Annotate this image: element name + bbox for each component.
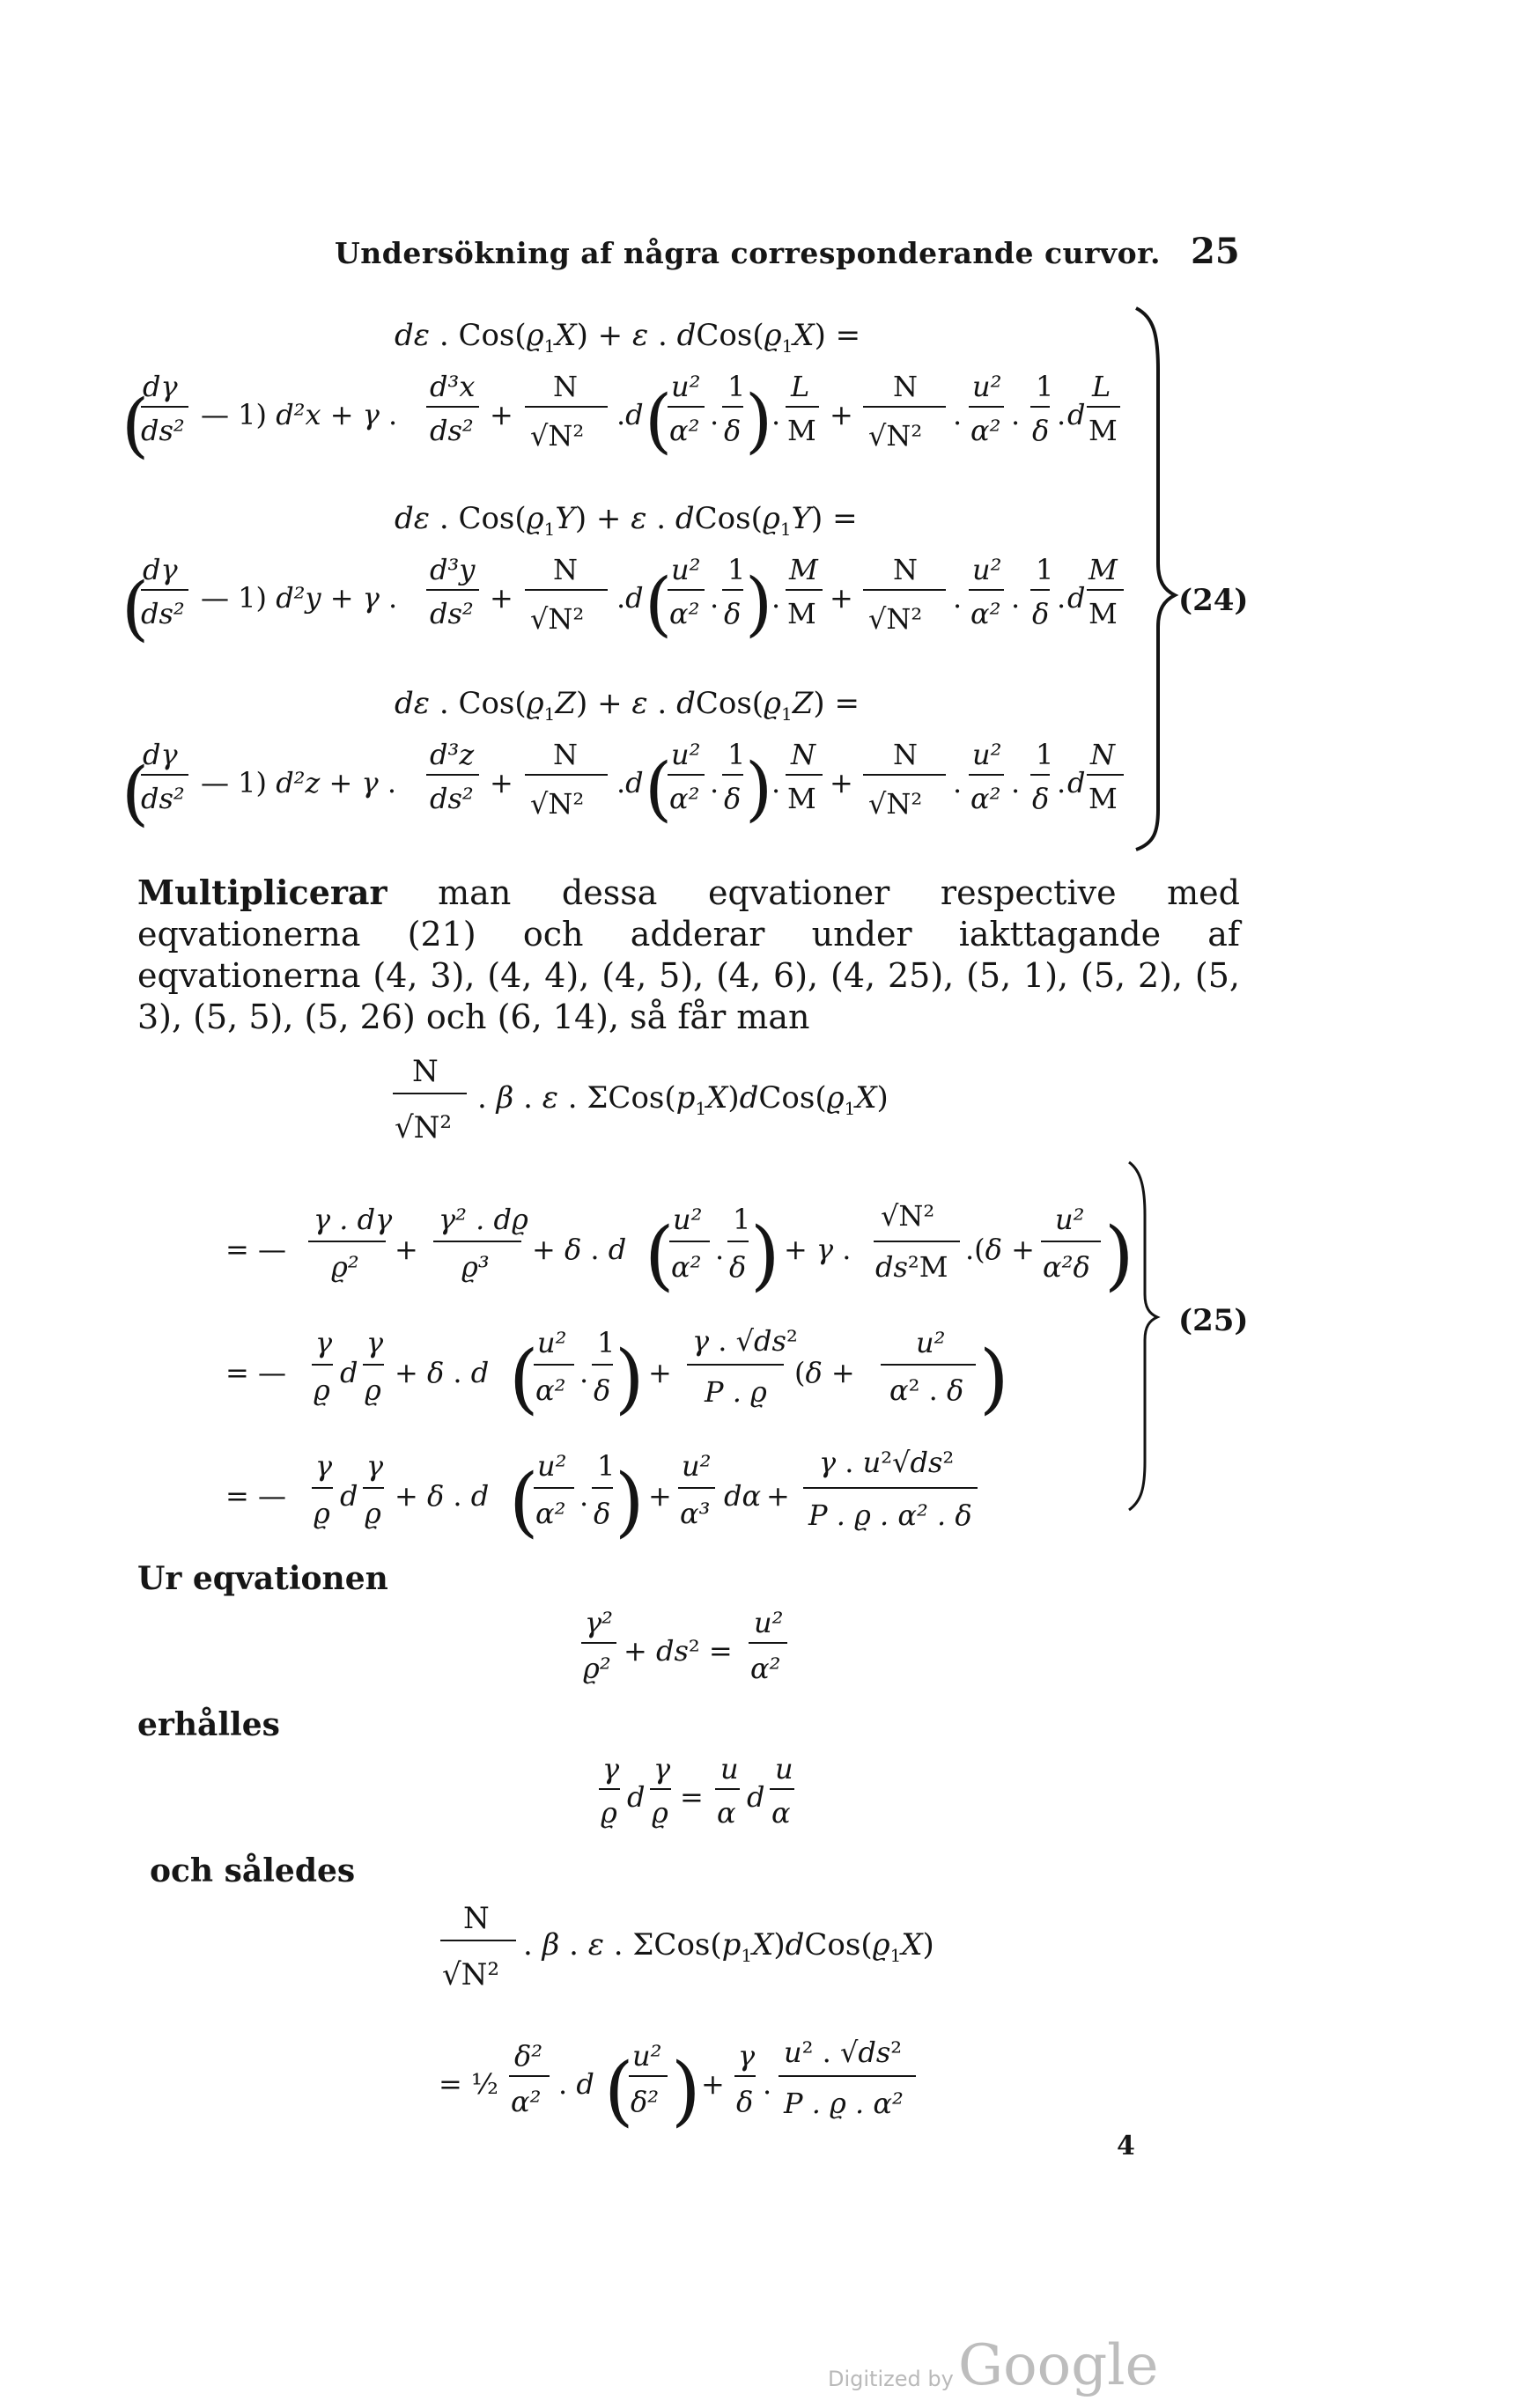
svg-text:L: L <box>791 370 810 403</box>
svg-text:): ) <box>615 1335 645 1423</box>
svg-text:+: + <box>490 398 513 431</box>
svg-text:1: 1 <box>1036 553 1054 586</box>
svg-text:γ . u²√ds²: γ . u²√ds² <box>819 1446 955 1479</box>
svg-text:α² . δ: α² . δ <box>889 1373 964 1407</box>
svg-text:√N²: √N² <box>881 1199 935 1233</box>
svg-text:ϱ³: ϱ³ <box>461 1250 490 1284</box>
svg-text:ds²: ds² <box>141 782 185 815</box>
eq24-x-lhs: dε . $Cos(ϱ_1X) + \varepsilon$ . $dCos(ϱ_1X)$ = <box>395 318 861 357</box>
svg-text:α: α <box>717 1796 736 1830</box>
svg-text:N: N <box>791 738 815 771</box>
svg-text:M: M <box>1089 553 1118 586</box>
svg-text:δ: δ <box>724 597 742 630</box>
eq24-x-rhs <box>122 370 1120 466</box>
svg-text:+ γ .: + γ . <box>784 1233 852 1266</box>
svg-text:P . ϱ . α²: P . ϱ . α² <box>784 2087 904 2120</box>
svg-text:α²: α² <box>671 1250 702 1284</box>
digitized-by-text: Digitized by <box>828 2367 954 2391</box>
eq24-x-lhs-text <box>0 0 1 1</box>
svg-text:d: d <box>627 1780 646 1814</box>
google-logo: Google <box>958 2333 1159 2398</box>
svg-text:L: L <box>1092 370 1111 403</box>
svg-text:δ: δ <box>1032 782 1050 815</box>
svg-text:α²: α² <box>669 597 700 630</box>
svg-text:— 1) d²z + γ .: — 1) d²z + γ . <box>201 766 396 799</box>
svg-text:ϱ²: ϱ² <box>583 1652 611 1685</box>
svg-text:ϱ²: ϱ² <box>331 1250 359 1284</box>
label-erhalles: erhålles <box>137 1706 280 1743</box>
eq25-row1 <box>225 1199 1134 1300</box>
svg-text:(: ( <box>122 567 150 649</box>
svg-text:α²: α² <box>750 1652 781 1685</box>
svg-text:N: N <box>893 738 918 771</box>
svg-text:u²: u² <box>682 1449 712 1483</box>
svg-text:√N²: √N² <box>868 419 923 453</box>
svg-text:dγ: dγ <box>143 553 178 586</box>
svg-text:(: ( <box>509 1458 539 1546</box>
label-ur-eqvationen: Ur eqvationen <box>137 1560 388 1597</box>
svg-text:δ: δ <box>594 1373 611 1407</box>
svg-text:u²: u² <box>671 738 701 771</box>
svg-text:+: + <box>830 398 853 431</box>
svg-text:ds²: ds² <box>430 782 474 815</box>
svg-text:u²: u² <box>916 1326 946 1359</box>
eq24-z-rhs <box>122 738 1124 834</box>
svg-text:.: . <box>1011 398 1021 431</box>
svg-text:α²: α² <box>970 597 1001 630</box>
svg-text:u²: u² <box>537 1449 567 1483</box>
svg-text:γ² . dϱ: γ² . dϱ <box>439 1203 528 1236</box>
svg-text:u: u <box>720 1752 739 1786</box>
running-title: Undersökning af några corresponderande curvor. <box>335 236 1161 270</box>
svg-text:1: 1 <box>597 1326 616 1359</box>
svg-text:α²: α² <box>535 1497 566 1530</box>
svg-text:.: . <box>953 766 963 799</box>
svg-text:+ δ . d: + δ . d <box>532 1233 627 1266</box>
svg-text:α: α <box>771 1796 791 1830</box>
svg-text:.: . <box>715 1233 725 1266</box>
svg-text:ds²: ds² <box>430 597 474 630</box>
svg-text:.: . <box>579 1356 589 1389</box>
svg-text:+: + <box>648 1356 672 1389</box>
svg-text:.(δ +: .(δ + <box>965 1233 1035 1266</box>
svg-text:): ) <box>671 2047 701 2135</box>
svg-text:): ) <box>745 747 773 829</box>
svg-text:γ: γ <box>602 1752 620 1786</box>
svg-text:= —: = — <box>225 1479 286 1513</box>
svg-text:.d: .d <box>616 581 644 615</box>
svg-text:γ: γ <box>366 1326 384 1359</box>
svg-text:√N²: √N² <box>530 787 585 821</box>
svg-text:ϱ: ϱ <box>365 1373 381 1407</box>
svg-text:M: M <box>1089 782 1118 815</box>
svg-text:u²: u² <box>972 738 1002 771</box>
svg-text:N: N <box>553 553 578 586</box>
svg-text:M: M <box>787 414 816 447</box>
svg-text:P . ϱ . α² . δ: P . ϱ . α² . δ <box>808 1499 972 1532</box>
svg-text:N: N <box>1090 738 1115 771</box>
eq25-row2 <box>225 1324 1009 1423</box>
svg-text:√N²: √N² <box>442 1957 500 1992</box>
svg-text:γ²: γ² <box>585 1606 613 1639</box>
svg-text:α²: α² <box>970 414 1001 447</box>
svg-text:u²: u² <box>972 553 1002 586</box>
eq24-z-lhs: dε . $Cos(ϱ_1Z) + \varepsilon$ . $dCos(ϱ_1Z)$ = <box>395 686 860 725</box>
svg-text:.: . <box>771 581 781 615</box>
svg-text:M: M <box>1089 414 1118 447</box>
svg-text:(: ( <box>645 747 673 829</box>
svg-text:γ: γ <box>653 1752 671 1786</box>
eq25-lhs <box>393 1054 889 1145</box>
svg-text:u²: u² <box>632 2039 662 2073</box>
svg-text:ϱ: ϱ <box>314 1497 330 1530</box>
svg-text:δ: δ <box>729 1250 747 1284</box>
svg-text:δ: δ <box>724 782 742 815</box>
svg-text:γ: γ <box>738 2039 756 2073</box>
svg-text:.: . <box>771 766 781 799</box>
svg-text:1: 1 <box>1036 738 1054 771</box>
svg-text:= —: = — <box>225 1233 286 1266</box>
sheet-signature: 4 <box>1117 2131 1135 2161</box>
svg-text:— 1) d²y + γ .: — 1) d²y + γ . <box>201 581 398 615</box>
svg-text:.: . <box>763 2067 772 2101</box>
svg-text:u²: u² <box>537 1326 567 1359</box>
svg-text:u²: u² <box>1055 1203 1085 1236</box>
svg-text:α²: α² <box>970 782 1001 815</box>
svg-text:. d: . d <box>558 2067 594 2101</box>
svg-text:δ: δ <box>736 2085 754 2118</box>
svg-text:): ) <box>979 1335 1009 1423</box>
svg-text:+: + <box>490 581 513 615</box>
svg-text:): ) <box>745 563 773 644</box>
svg-text:+ ds² =: + ds² = <box>624 1634 733 1668</box>
svg-text:N: N <box>412 1054 439 1089</box>
svg-text:= —: = — <box>225 1356 286 1389</box>
svg-text:): ) <box>745 379 773 461</box>
svg-text:√N²: √N² <box>530 602 585 636</box>
eq-final-lhs <box>440 1901 934 1992</box>
svg-text:=: = <box>680 1780 704 1814</box>
svg-text:u²: u² <box>972 370 1002 403</box>
svg-text:√N²: √N² <box>395 1110 453 1145</box>
svg-text:1: 1 <box>727 738 746 771</box>
svg-text:+ δ . d: + δ . d <box>395 1479 490 1513</box>
svg-text:): ) <box>615 1458 645 1546</box>
svg-text:P . ϱ: P . ϱ <box>705 1375 767 1409</box>
svg-text:N: N <box>463 1901 490 1936</box>
svg-text:ϱ: ϱ <box>652 1796 668 1830</box>
svg-text:+ δ . d: + δ . d <box>395 1356 490 1389</box>
svg-text:ϱ: ϱ <box>365 1497 381 1530</box>
svg-text:): ) <box>1104 1211 1134 1300</box>
equation-label-24: (24) <box>1178 583 1249 618</box>
svg-text:+: + <box>766 1479 790 1513</box>
svg-text:.: . <box>1057 581 1066 615</box>
svg-text:— 1) d²x + γ .: — 1) d²x + γ . <box>201 398 398 431</box>
svg-text:.: . <box>710 581 720 615</box>
svg-text:d: d <box>340 1356 358 1389</box>
svg-text:δ: δ <box>724 414 742 447</box>
svg-text:N: N <box>893 553 918 586</box>
svg-text:M: M <box>789 553 818 586</box>
svg-text:(: ( <box>645 563 673 644</box>
svg-text:α³: α³ <box>680 1497 711 1530</box>
eq25-row3 <box>225 1446 978 1546</box>
eq24-y-rhs <box>122 553 1124 649</box>
svg-text:.: . <box>1057 766 1066 799</box>
svg-text:dα: dα <box>724 1479 762 1513</box>
svg-text:): ) <box>750 1211 780 1300</box>
svg-text:α²δ: α²δ <box>1043 1250 1090 1284</box>
svg-text:u²: u² <box>671 370 701 403</box>
svg-text:(: ( <box>645 379 673 461</box>
svg-text:N: N <box>553 370 578 403</box>
svg-text:.: . <box>953 581 963 615</box>
svg-text:α²: α² <box>535 1373 566 1407</box>
svg-text:+: + <box>830 766 853 799</box>
svg-text:+: + <box>830 581 853 615</box>
svg-text:1: 1 <box>727 553 746 586</box>
eq-final-rhs <box>439 2036 916 2135</box>
svg-text:(: ( <box>604 2047 634 2135</box>
svg-text:√N²: √N² <box>868 602 923 636</box>
svg-text:.: . <box>771 398 781 431</box>
svg-text:d³y: d³y <box>430 553 476 586</box>
svg-text:+: + <box>395 1233 418 1266</box>
svg-text:+: + <box>648 1479 672 1513</box>
svg-text:γ . √ds²: γ . √ds² <box>692 1324 798 1358</box>
svg-text:d: d <box>1067 581 1086 615</box>
svg-text:δ²: δ² <box>631 2085 660 2118</box>
svg-text:.: . <box>1011 581 1021 615</box>
svg-text:+: + <box>701 2067 725 2101</box>
svg-text:d³z: d³z <box>430 738 475 771</box>
svg-text:√N²: √N² <box>868 787 923 821</box>
eq24-y-lhs: dε . $Cos(ϱ_1Y) + \varepsilon$ . $dCos(ϱ_1Y)$ = <box>395 501 858 540</box>
svg-text:.d: .d <box>616 398 644 431</box>
paragraph-text: man dessa eqvationer respective med eqvationerna (21) och adderar under iakttagande af eqvationerna (4, 3), (4, 4), (4, 5), (4, 6), (4, 25), (5, 1), (5, 2), (5, 3), (5, 5), (5, 26) och (6, 14), så får man <box>137 873 1240 1036</box>
svg-text:γ: γ <box>315 1449 333 1483</box>
svg-text:.: . <box>1011 766 1021 799</box>
svg-text:M: M <box>787 597 816 630</box>
svg-text:ϱ: ϱ <box>601 1796 617 1830</box>
svg-text:M: M <box>1089 597 1118 630</box>
svg-text:ds²M: ds²M <box>875 1250 948 1284</box>
svg-text:.: . <box>710 766 720 799</box>
svg-text:u²: u² <box>673 1203 703 1236</box>
svg-text:δ: δ <box>594 1497 611 1530</box>
svg-text:α²: α² <box>511 2085 542 2118</box>
svg-text:1: 1 <box>727 370 746 403</box>
svg-text:γ: γ <box>366 1449 384 1483</box>
svg-text:δ²: δ² <box>514 2039 543 2073</box>
svg-text:+: + <box>490 766 513 799</box>
svg-text:α²: α² <box>669 782 700 815</box>
svg-text:u²: u² <box>671 553 701 586</box>
svg-text:u: u <box>775 1752 793 1786</box>
svg-text:.: . <box>1057 398 1066 431</box>
eq24-brace <box>1136 308 1175 850</box>
svg-text:(δ +: (δ + <box>794 1356 855 1389</box>
svg-text:(: ( <box>122 384 150 466</box>
svg-text:(: ( <box>645 1211 675 1300</box>
body-paragraph <box>137 872 1240 1038</box>
svg-text:.: . <box>953 398 963 431</box>
svg-text:d: d <box>340 1479 358 1513</box>
svg-text:M: M <box>787 782 816 815</box>
svg-text:ds²: ds² <box>430 414 474 447</box>
svg-text:1: 1 <box>1036 370 1054 403</box>
svg-text:γ: γ <box>315 1326 333 1359</box>
svg-text:√N²: √N² <box>530 419 585 453</box>
eq-derived <box>599 1752 794 1830</box>
svg-text:u² . √ds²: u² . √ds² <box>784 2036 903 2069</box>
svg-text:N: N <box>553 738 578 771</box>
svg-text:(: ( <box>509 1335 539 1423</box>
svg-text:dγ: dγ <box>143 370 178 403</box>
paragraph-first-word: Multiplicerar <box>137 873 387 912</box>
svg-text:. β . ε . ΣCos(p1X)dCos(ϱ1X): . β . ε . $\Sigma Cos(p_1X)dCos(ϱ_1X)$ <box>523 1927 934 1966</box>
svg-text:d: d <box>1067 766 1086 799</box>
svg-text:δ: δ <box>1032 597 1050 630</box>
svg-text:d: d <box>747 1780 765 1814</box>
svg-text:u²: u² <box>754 1606 784 1639</box>
svg-text:δ: δ <box>1032 414 1050 447</box>
svg-text:α²: α² <box>669 414 700 447</box>
svg-text:d³x: d³x <box>430 370 476 403</box>
svg-text:(: ( <box>122 752 150 834</box>
svg-text:ϱ: ϱ <box>314 1373 330 1407</box>
svg-text:.d: .d <box>616 766 644 799</box>
eq-relation <box>581 1606 787 1685</box>
svg-text:.: . <box>710 398 720 431</box>
svg-text:. β . ε . ΣCos(p1X)dCos(ϱ1X): . β . ε . $\Sigma Cos(p_1X)dCos(ϱ_1X)$ <box>477 1080 889 1119</box>
svg-text:ds²: ds² <box>141 597 185 630</box>
svg-text:N: N <box>893 370 918 403</box>
svg-text:= ½: = ½ <box>439 2067 498 2101</box>
page-number: 25 <box>1191 231 1240 272</box>
equation-label-25: (25) <box>1178 1303 1249 1338</box>
svg-text:γ . dγ: γ . dγ <box>314 1203 393 1236</box>
svg-text:ds²: ds² <box>141 414 185 447</box>
svg-text:.: . <box>579 1479 589 1513</box>
svg-text:1: 1 <box>733 1203 751 1236</box>
svg-text:d: d <box>1067 398 1086 431</box>
svg-text:1: 1 <box>597 1449 616 1483</box>
label-och-saledes: och således <box>150 1852 356 1889</box>
svg-text:dγ: dγ <box>143 738 178 771</box>
